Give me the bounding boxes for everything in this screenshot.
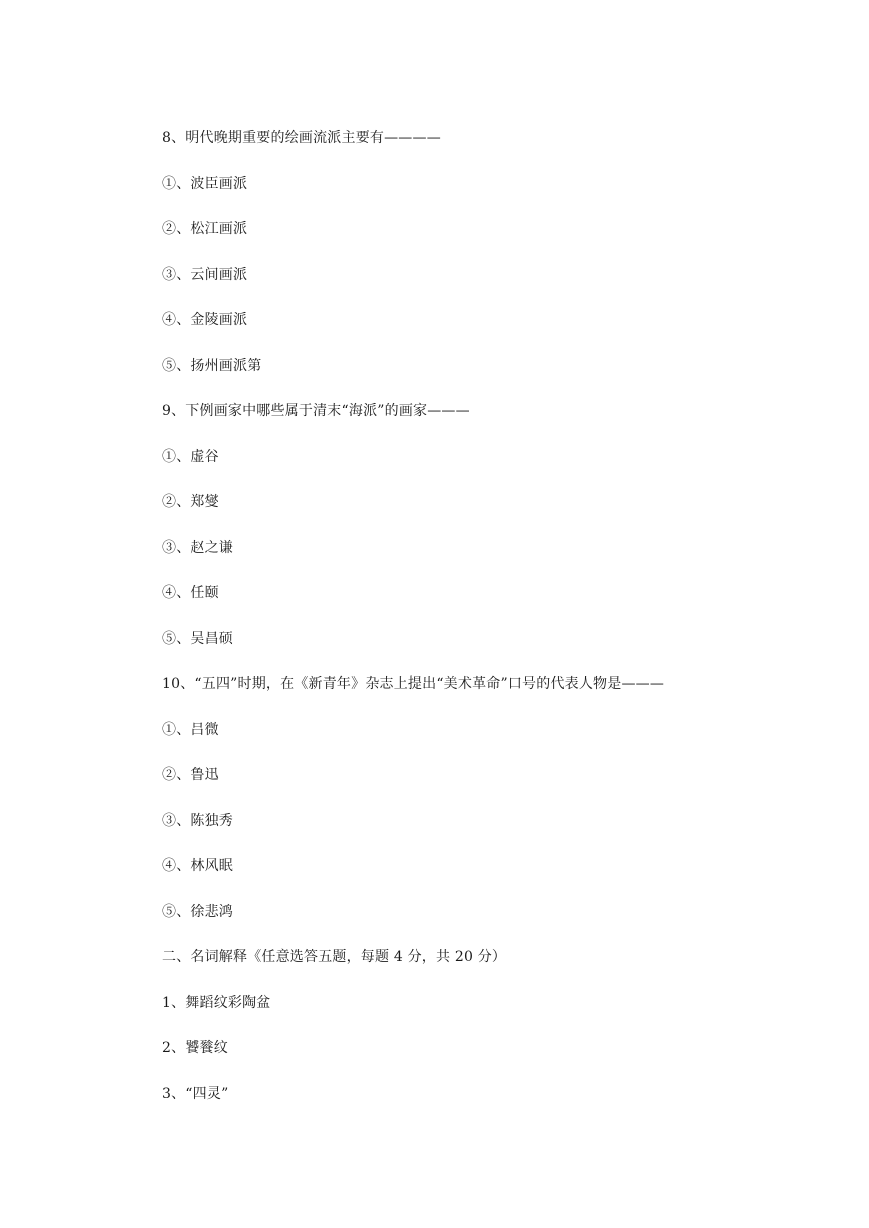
q10-option-2: ②、鲁迅 bbox=[162, 767, 219, 783]
term-item-3: 3、“四灵” bbox=[162, 1086, 229, 1102]
q10-option-1: ①、吕微 bbox=[162, 722, 219, 738]
q9-option-2: ②、郑燮 bbox=[162, 494, 219, 510]
q10-option-5: ⑤、徐悲鸿 bbox=[162, 904, 233, 920]
question-8-text: 8、明代晚期重要的绘画流派主要有———— bbox=[162, 130, 441, 146]
question-9-text: 9、下例画家中哪些属于清末“海派”的画家——— bbox=[162, 403, 470, 419]
term-item-2: 2、饕餮纹 bbox=[162, 1040, 228, 1056]
q10-option-4: ④、林风眠 bbox=[162, 858, 233, 874]
q8-option-3: ③、云间画派 bbox=[162, 267, 248, 283]
q9-option-4: ④、任颐 bbox=[162, 585, 219, 601]
term-item-1: 1、舞蹈纹彩陶盆 bbox=[162, 995, 271, 1011]
question-10-text: 10、“五四”时期，在《新青年》杂志上提出“美术革命”口号的代表人物是——— bbox=[162, 676, 665, 692]
q9-option-1: ①、虚谷 bbox=[162, 449, 219, 465]
q8-option-4: ④、金陵画派 bbox=[162, 312, 248, 328]
q8-option-2: ②、松江画派 bbox=[162, 221, 248, 237]
q10-option-3: ③、陈独秀 bbox=[162, 813, 233, 829]
q8-option-5: ⑤、扬州画派第 bbox=[162, 358, 262, 374]
q9-option-5: ⑤、吴昌硕 bbox=[162, 631, 233, 647]
section-2-heading: 二、名词解释《任意选答五题，每题 4 分，共 20 分） bbox=[162, 949, 507, 965]
q9-option-3: ③、赵之谦 bbox=[162, 540, 233, 556]
q8-option-1: ①、波臣画派 bbox=[162, 176, 248, 192]
